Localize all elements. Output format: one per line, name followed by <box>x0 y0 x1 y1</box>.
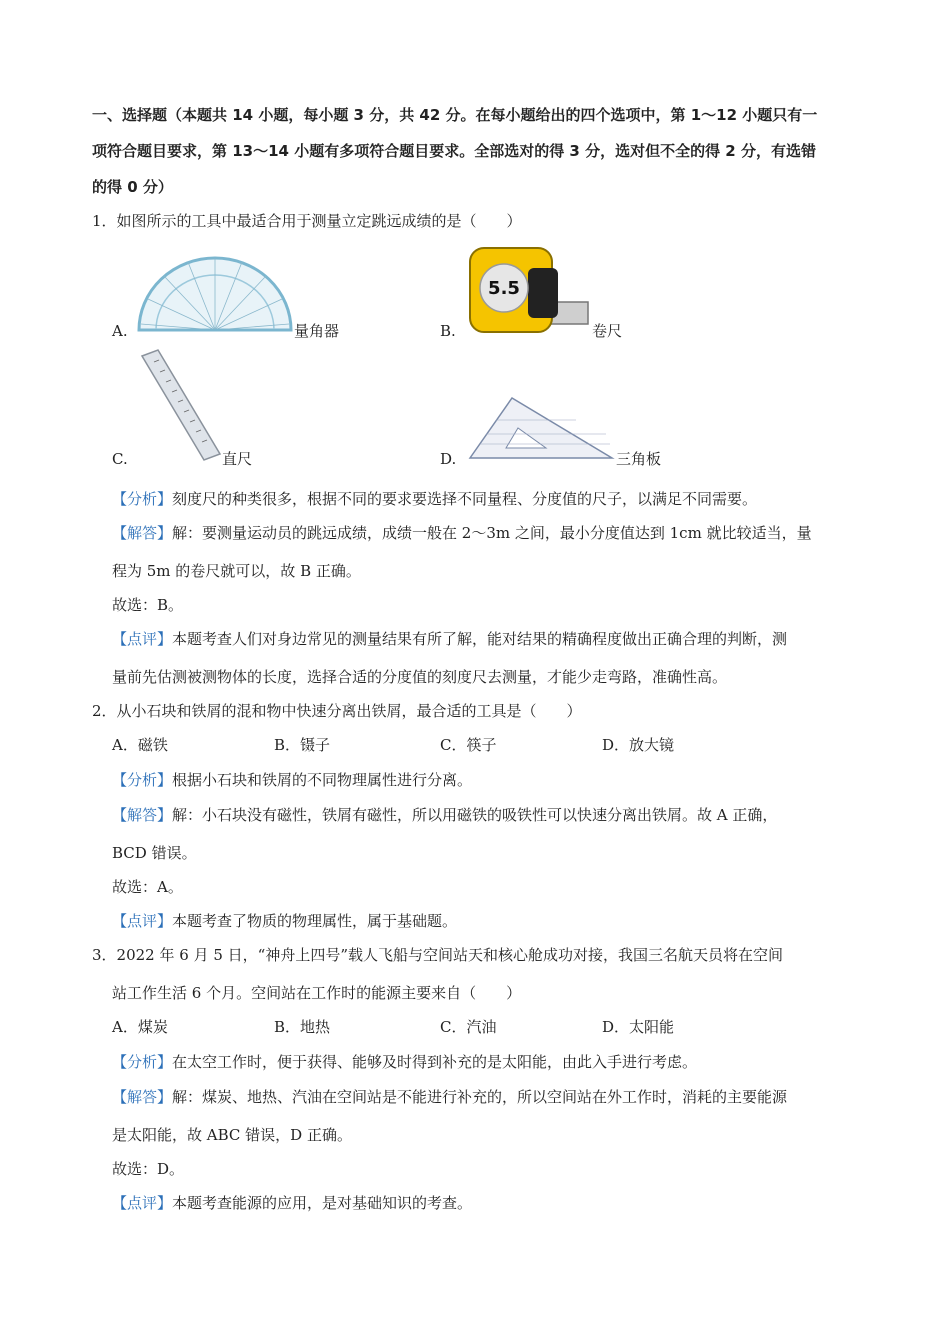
q3-option-c: C．汽油 <box>440 1018 497 1036</box>
q1-answer-text-2: 程为 5m 的卷尺就可以，故 B 正确。 <box>112 562 361 580</box>
q1-option-a-letter: A. <box>112 322 128 340</box>
question-3-stem-line-2: 站工作生活 6 个月。空间站在工作时的能源主要来自（ ） <box>112 984 522 1002</box>
protractor-icon <box>136 254 294 334</box>
question-3-stem-line-1: 3．2022 年 6 月 5 日，“神舟上四号”载人飞船与空间站天和核心舱成功对接，我国三名航天员将在空间 <box>92 946 783 964</box>
q1-analysis <box>112 488 757 509</box>
section-heading-line-1: 一、选择题（本题共 14 小题，每小题 3 分，共 42 分。在每小题给出的四个选项中，第 1～12 小题只有一 <box>92 106 818 124</box>
q1-comment <box>112 628 787 649</box>
q2-answer-tag: 【解答】 <box>112 806 173 824</box>
q1-option-c-label: 直尺 <box>222 450 253 468</box>
q1-answer <box>112 522 812 543</box>
q1-option-b-letter: B. <box>440 322 456 340</box>
q2-answer-text-2: BCD 错误。 <box>112 844 197 862</box>
q3-comment-text-1: 本题考查能源的应用，是对基础知识的考查。 <box>172 1194 473 1212</box>
q3-analysis <box>112 1051 697 1072</box>
q1-answer-tag: 【解答】 <box>112 524 173 542</box>
q3-answer-text-1: 解：煤炭、地热、汽油在空间站是不能进行补充的，所以空间站在外工作时，消耗的主要能源 <box>172 1088 788 1106</box>
q3-choice: 故选：D。 <box>112 1160 185 1178</box>
q3-option-a: A．煤炭 <box>112 1018 168 1036</box>
q1-comment-tag: 【点评】 <box>112 630 173 648</box>
q1-comment-text-2: 量前先估测被测物体的长度，选择合适的分度值的刻度尺去测量，才能少走弯路，准确性高。 <box>112 668 728 686</box>
q3-answer-tag: 【解答】 <box>112 1088 173 1106</box>
q2-comment-tag: 【点评】 <box>112 912 173 930</box>
q1-answer-text-1: 解：要测量运动员的跳远成绩，成绩一般在 2～3m 之间，最小分度值达到 1cm 就比较适当，量 <box>172 524 812 542</box>
q2-comment-text-1: 本题考查了物质的物理属性，属于基础题。 <box>172 912 458 930</box>
q2-choice: 故选：A。 <box>112 878 183 896</box>
q3-option-d: D．太阳能 <box>602 1018 675 1036</box>
section-heading-line-2: 项符合题目要求，第 13～14 小题有多项符合题目要求。全部选对的得 3 分，选对但不全的得 2 分，有选错 <box>92 142 816 160</box>
q1-option-a-label: 量角器 <box>294 322 340 340</box>
q1-option-b-label: 卷尺 <box>592 322 623 340</box>
section-heading-line-3: 的得 0 分） <box>92 178 173 196</box>
q1-option-d-letter: D. <box>440 450 457 468</box>
q2-option-a: A．磁铁 <box>112 736 168 754</box>
tape-measure-icon <box>466 244 590 338</box>
q2-comment <box>112 910 457 931</box>
q3-analysis-tag: 【分析】 <box>112 1053 173 1071</box>
question-2-stem: 2．从小石块和铁屑的混和物中快速分离出铁屑，最合适的工具是（ ） <box>92 702 582 720</box>
q1-analysis-text: 刻度尺的种类很多，根据不同的要求要选择不同量程、分度值的尺子，以满足不同需要。 <box>172 490 758 508</box>
q3-option-b: B．地热 <box>274 1018 331 1036</box>
q2-option-c: C．筷子 <box>440 736 497 754</box>
tape-measure-label: 5.5 <box>488 278 520 299</box>
q2-analysis-tag: 【分析】 <box>112 771 173 789</box>
q3-analysis-text: 在太空工作时，便于获得、能够及时得到补充的是太阳能，由此入手进行考虑。 <box>172 1053 698 1071</box>
q3-answer <box>112 1086 787 1107</box>
q2-answer <box>112 804 777 825</box>
set-square-icon <box>466 394 616 462</box>
q2-answer-text-1: 解：小石块没有磁性，铁屑有磁性，所以用磁铁的吸铁性可以快速分离出铁屑。故 A 正确， <box>172 806 778 824</box>
q2-analysis <box>112 769 472 790</box>
q3-comment-tag: 【点评】 <box>112 1194 173 1212</box>
q3-answer-text-2: 是太阳能，故 ABC 错误，D 正确。 <box>112 1126 352 1144</box>
q1-option-d-label: 三角板 <box>616 450 662 468</box>
q1-analysis-tag: 【分析】 <box>112 490 173 508</box>
q2-option-d: D．放大镜 <box>602 736 675 754</box>
question-1-stem: 1．如图所示的工具中最适合用于测量立定跳远成绩的是（ ） <box>92 212 522 230</box>
ruler-icon <box>136 348 226 464</box>
q1-choice: 故选：B。 <box>112 596 184 614</box>
q2-option-b: B．镊子 <box>274 736 331 754</box>
q1-option-c-letter: C. <box>112 450 128 468</box>
q1-comment-text-1: 本题考查人们对身边常见的测量结果有所了解，能对结果的精确程度做出正确合理的判断，测 <box>172 630 788 648</box>
q2-analysis-text: 根据小石块和铁屑的不同物理属性进行分离。 <box>172 771 473 789</box>
q3-comment <box>112 1192 472 1213</box>
